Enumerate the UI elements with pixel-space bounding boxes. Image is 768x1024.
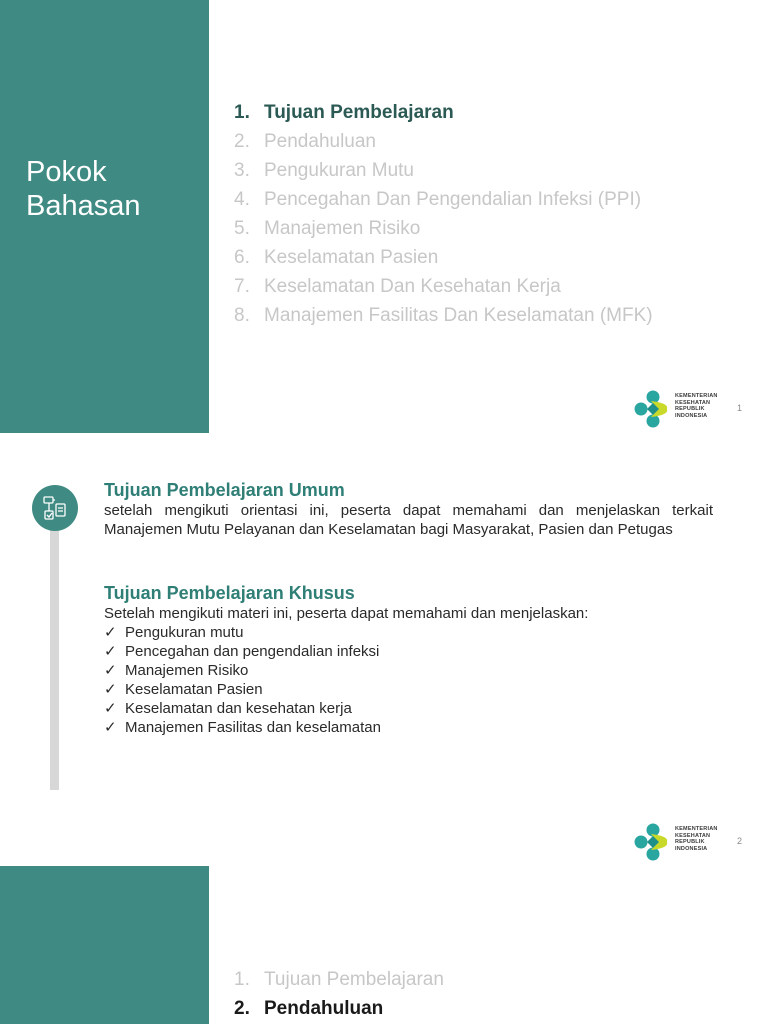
list-item-label: Manajemen Fasilitas dan keselamatan (125, 719, 381, 736)
toc-item-number: 2. (234, 998, 250, 1019)
list-item (104, 699, 713, 718)
toc-item (234, 98, 653, 127)
logo-text-line: REPUBLIK (675, 406, 705, 412)
slide-2 (0, 433, 768, 866)
page-number: 2 (737, 836, 743, 846)
toc-item-number: 1. (234, 969, 250, 990)
logo-mark-icon (633, 822, 673, 862)
toc-item (234, 127, 653, 156)
specific-objective-heading: Tujuan Pembelajaran Khusus (104, 583, 355, 603)
list-item-label: Pengukuran mutu (125, 624, 244, 641)
toc-item-label: Keselamatan Dan Kesehatan Kerja (264, 276, 561, 297)
check-icon: ✓ (104, 624, 117, 641)
sidebar-title-line: Bahasan (26, 190, 141, 222)
toc-item-label: Pengukuran Mutu (264, 160, 414, 181)
workflow-icon (32, 485, 78, 531)
check-icon: ✓ (104, 700, 117, 717)
toc-item (234, 156, 653, 185)
specific-objective (104, 582, 713, 737)
general-objective (104, 479, 713, 539)
logo-text (675, 826, 718, 852)
check-icon: ✓ (104, 662, 117, 679)
slide-1 (0, 0, 768, 433)
list-item (104, 680, 713, 699)
timeline-marker (32, 485, 78, 531)
specific-objective-intro: Setelah mengikuti materi ini, peserta dapat memahami dan menjelaskan: (104, 605, 589, 622)
general-objective-text: setelah mengikuti orientasi ini, peserta dapat memahami dan menjelaskan terkait Manajemen Mutu Pelayanan dan Keselamatan bagi Masyarakat, Pasien dan Petugas (104, 502, 713, 538)
toc-item-label: Pendahuluan (264, 131, 376, 152)
toc-item-number: 5. (234, 218, 250, 239)
logo-mark-icon (633, 389, 673, 429)
toc-item (234, 301, 653, 330)
toc-item (234, 243, 653, 272)
list-item (104, 661, 713, 680)
table-of-contents (234, 965, 444, 1023)
toc-item (234, 185, 653, 214)
check-icon: ✓ (104, 643, 117, 660)
toc-item-number: 3. (234, 160, 250, 181)
toc-item (234, 214, 653, 243)
logo-text-line: KESEHATAN (675, 832, 711, 839)
logo-text-line: KEMENTERIAN (675, 393, 718, 399)
logo-text-line: REPUBLIK (675, 839, 705, 845)
ministry-logo (633, 389, 733, 429)
toc-item-label: Tujuan Pembelajaran (264, 102, 454, 123)
sidebar-panel (0, 0, 209, 433)
toc-item-number: 6. (234, 247, 250, 268)
toc-item-number: 1. (234, 102, 250, 123)
toc-item-number: 2. (234, 131, 250, 152)
logo-text-line: KEMENTERIAN (675, 826, 718, 832)
ministry-logo (633, 822, 733, 862)
logo-text-line: INDONESIA (675, 412, 708, 419)
sidebar-title-line: Pokok (26, 156, 107, 188)
check-icon: ✓ (104, 681, 117, 698)
list-item-label: Keselamatan Pasien (125, 681, 263, 698)
toc-item-label: Manajemen Risiko (264, 218, 421, 239)
list-item (104, 718, 713, 737)
toc-item (234, 965, 444, 994)
logo-text-line: INDONESIA (675, 845, 708, 852)
toc-item (234, 994, 444, 1023)
list-item (104, 623, 713, 642)
specific-objective-list (104, 623, 713, 737)
toc-item-number: 7. (234, 276, 250, 297)
toc-item-label: Keselamatan Pasien (264, 247, 439, 268)
toc-item-number: 8. (234, 305, 250, 326)
toc-item-label: Pendahuluan (264, 998, 384, 1019)
timeline-bar (50, 505, 59, 790)
general-objective-heading: Tujuan Pembelajaran Umum (104, 480, 345, 500)
slide-3 (0, 866, 768, 1024)
sidebar-panel (0, 866, 209, 1024)
toc-item (234, 272, 653, 301)
toc-item-label: Pencegahan Dan Pengendalian Infeksi (PPI) (264, 189, 642, 210)
logo-text-line: KESEHATAN (675, 399, 711, 406)
toc-item-number: 4. (234, 189, 250, 210)
list-item-label: Manajemen Risiko (125, 662, 249, 679)
page-number: 1 (737, 403, 743, 413)
sidebar-title (26, 155, 201, 223)
list-item-label: Pencegahan dan pengendalian infeksi (125, 643, 380, 660)
toc-item-label: Manajemen Fasilitas Dan Keselamatan (MFK) (264, 305, 653, 326)
toc-item-label: Tujuan Pembelajaran (264, 969, 444, 990)
list-item (104, 642, 713, 661)
table-of-contents (234, 98, 653, 330)
check-icon: ✓ (104, 719, 117, 736)
logo-text (675, 393, 718, 419)
list-item-label: Keselamatan dan kesehatan kerja (125, 700, 352, 717)
